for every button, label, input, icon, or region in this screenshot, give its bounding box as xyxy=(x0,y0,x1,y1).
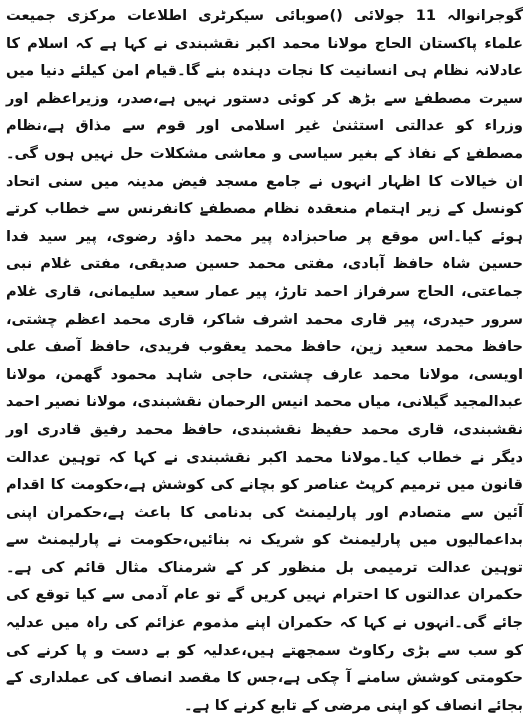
article-dateline: گوجرانوالہ 11 جولائی ( xyxy=(336,7,523,24)
article-body: قیام امن کیلئے دنیا میں سیرت مصطفےٰ سے بڑھ کر کوئی دستور نہیں ہے،صدر، وزیراعظم اور وزراء کو عدالتی استثنیٰ غیر اسلامی اور قوم سے مذاق ہے،نظام مصطفےٰ کے نفاذ کے بغیر سیاسی و معاشی مشکلات حل نہیں ہوں گی۔ان خیالات کا اظہار انہوں نے جامع مسجد فیض مدینہ میں سنی اتحاد کونسل کے زیر اہتمام منعقدہ نظام مصطفےٰ کانفرنس سے خطاب کرتے ہوئے کیا۔اس موقع پر صاحبزادہ پیر محمد داؤد رضوی، پیر سید فدا حسین شاہ حافظ آبادی، مفتی محمد حسین صدیقی، مفتی غلام نبی جماعتی، الحاج سرفراز احمد تارڑ، پیر عمار سعید سلیمانی، قاری غلام سرور حیدری، پیر قاری محمد اشرف شاکر، قاری محمد اعظم چشتی، حافظ محمد سعید زین، حافظ محمد یعقوب فریدی، حافظ آصف علی اویسی، مولانا محمد عارف چشتی، حاجی شاہد محمود گھمن، مولانا عبدالمجید گیلانی، میاں محمد انیس الرحمان نقشبندی، مولانا نصیر احمد نقشبندی، قاری محمد حفیظ نقشبندی، حافظ محمد رفیق قادری اور دیگر نے خطاب کیا۔مولانا محمد اکبر نقشبندی نے کہا کہ توہین عدالت قانون میں ترمیم کرپٹ عناصر کو بچانے کی کوشش ہے،حکومت کا اقدام آئین سے متصادم اور پارلیمنٹ کی بدنامی کا باعث ہے،حکمران اپنی بداعمالیوں میں پارلیمنٹ کو شریک نہ بنائیں،حکومت نے پارلیمنٹ سے توہین عدالت ترمیمی بل منظور کر کے شرمناک مثال قائم کی ہے۔حکمران عدالتوں کا احترام نہیں کریں گے تو عام آدمی سے کیا توقع کی جائے گی۔انہوں نے کہا کہ حکمران اپنے مذموم عزائم کی راہ میں عدلیہ کو سب سے بڑی رکاوٹ سمجھتے ہیں،عدلیہ کو بے دست و پا کرنے کی حکومتی کوشش سامنے آ چکی ہے،جس کا مقصد انصاف کی عملداری کے بجائے انصاف کو اپنی مرضی کے تابع کرنے کا ہے۔ xyxy=(6,62,523,714)
news-article xyxy=(6,2,523,719)
article-source-line: )صوبائی سیکرٹری اطلاعات مرکزی جمیعت علماء پاکستان الحاج مولانا محمد اکبر نقشبندی نے کہا ہے کہ اسلام کا عادلانہ نظام ہی انسانیت کا نجات دہندہ بنے گا۔ xyxy=(6,7,523,80)
